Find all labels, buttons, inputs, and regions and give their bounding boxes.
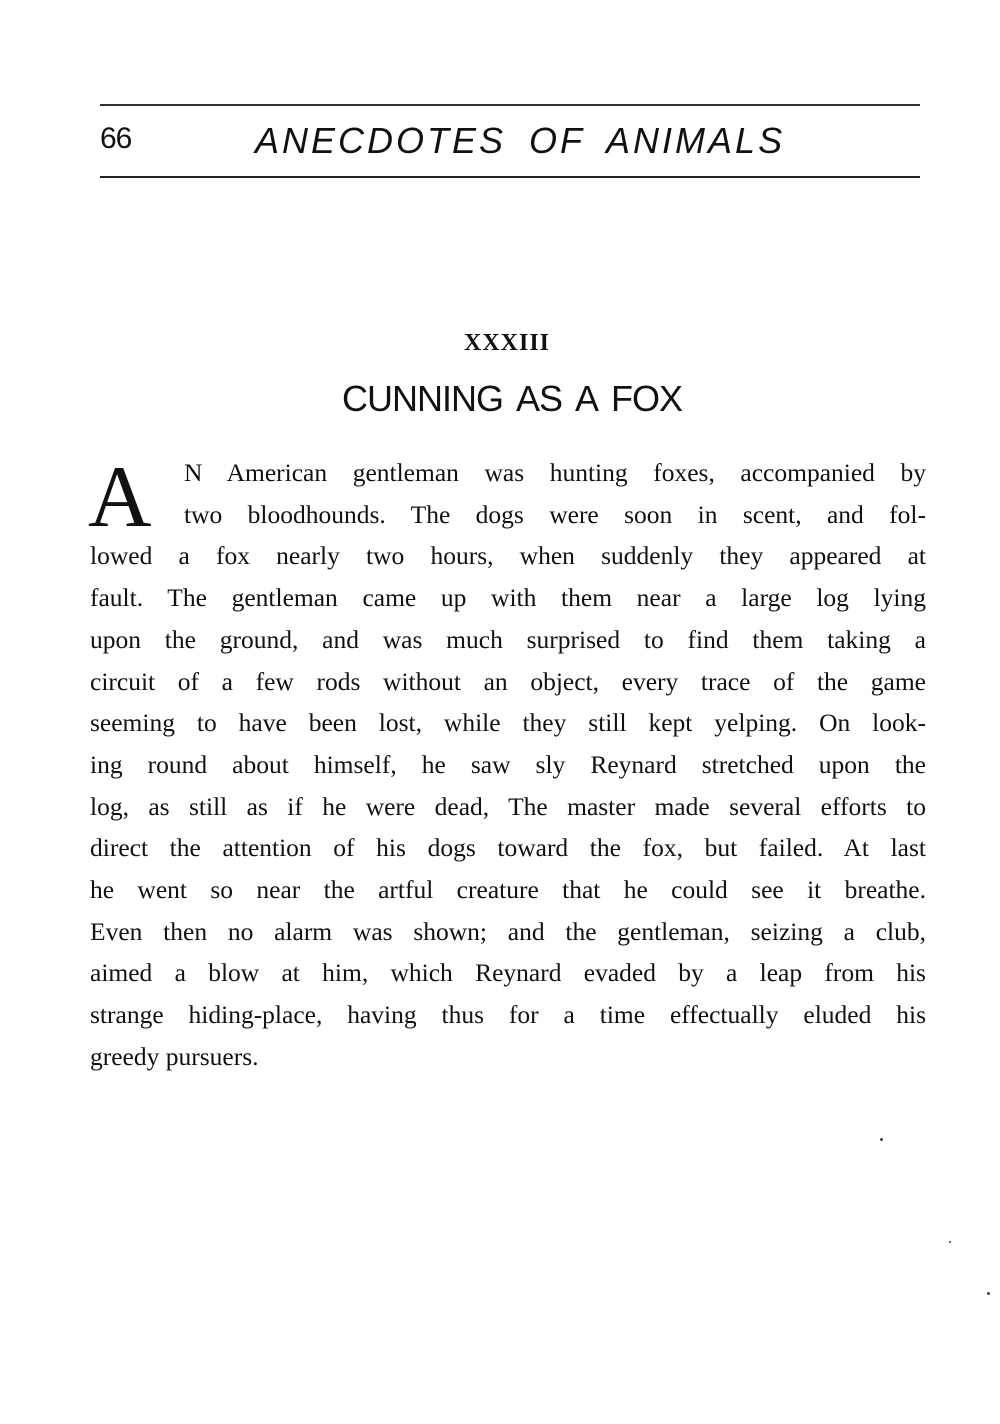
text-line: N American gentleman was hunting foxes, accompanied by [184,458,926,487]
text-line: direct the attention of his dogs toward the fox, but failed. At last [90,833,926,863]
body-text [88,449,926,1078]
text-line: Even then no alarm was shown; and the gentleman, seizing a club, [90,916,926,946]
chapter-title: CUNNING AS A FOX [341,378,683,419]
text-line: upon the ground, and was much surprised to find them taking a [90,624,926,654]
header-bottom-rule [100,176,920,178]
chapter-number: XXXIII [463,330,550,356]
text-line: circuit of a few rods without an object, every trace of the game [90,666,926,696]
text-line: fault. The gentleman came up with them near a large log lying [90,583,926,613]
scan-speck [949,1241,951,1243]
text-line: two bloodhounds. The dogs were soon in scent, and fol- [184,499,926,529]
text-line: aimed a blow at him, which Reynard evaded by a leap from his [90,958,926,988]
scan-speck [880,1138,883,1141]
text-line: log, as still as if he were dead, The master made several efforts to [90,791,926,821]
running-title: ANECDOTES OF ANIMALS [255,120,786,161]
page-number: 66 [100,122,132,155]
text-line: strange hiding-place, having thus for a time effectually eluded his [90,1000,926,1030]
text-line: lowed a fox nearly two hours, when suddenly they appeared at [90,541,926,571]
text-line: he went so near the artful creature that he could see it breathe. [90,875,926,905]
text-line: ing round about himself, he saw sly Reynard stretched upon the [90,749,926,779]
header-top-rule [100,104,920,106]
running-header [100,118,920,168]
text-line: greedy pursuers. [90,1041,259,1071]
text-line: seeming to have been lost, while they still kept yelping. On look- [90,708,926,738]
drop-cap: A [88,449,152,546]
scan-speck [987,1292,990,1295]
